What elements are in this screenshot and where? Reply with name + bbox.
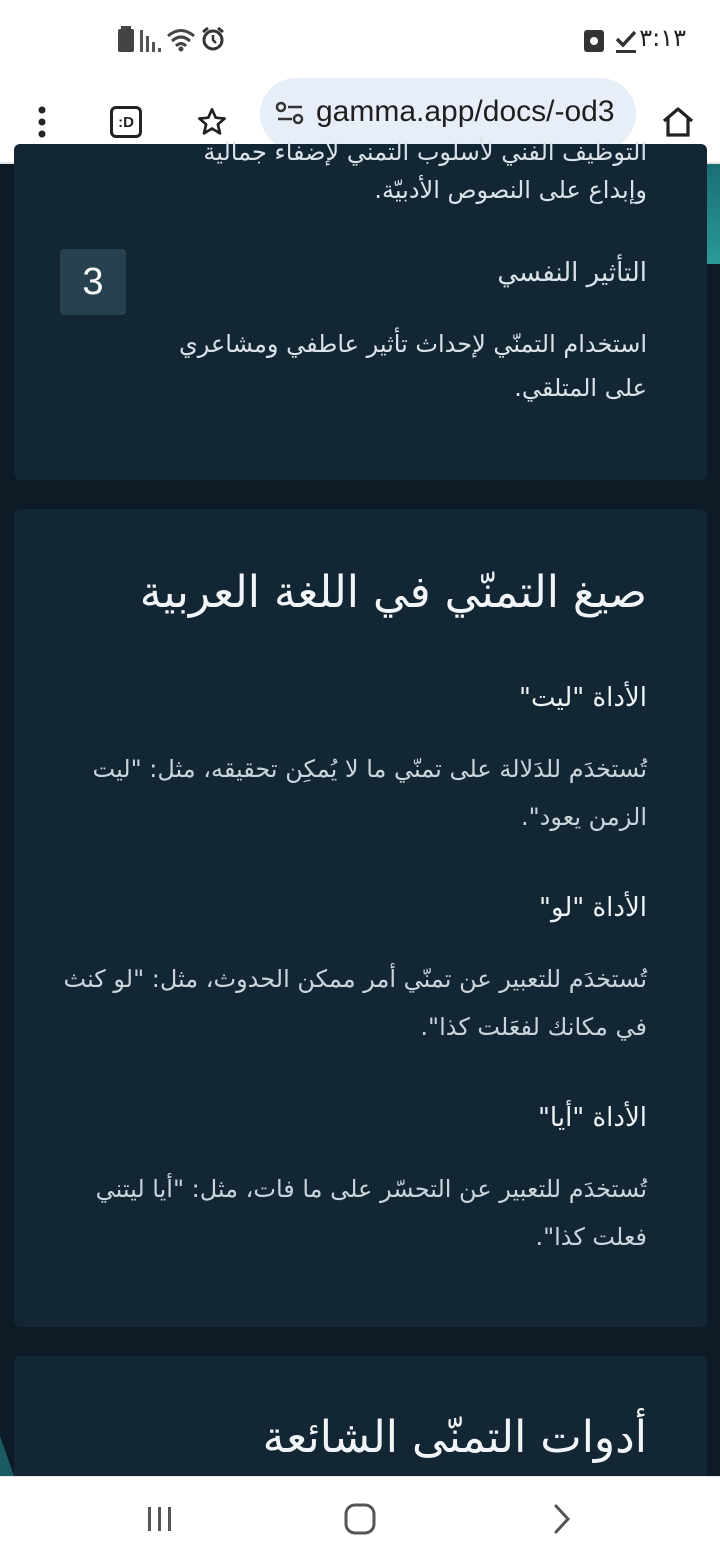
decorative-corner [0, 1436, 14, 1476]
screen-record-icon [584, 30, 604, 56]
item-desc-line: وإبداع على النصوص الأدبيّة. [374, 176, 647, 204]
form-body-layta: تُستخدَم للدَلالة على تمنّي ما لا يُمكِن تحقيقه، مثل: "ليت الزمن يعود". [92, 755, 647, 831]
decorative-edge [706, 164, 720, 264]
form-heading-law: الأداة "لو" [538, 893, 647, 923]
card-forms [14, 509, 707, 1327]
url-text[interactable]: gamma.app/docs/-od3 [316, 95, 615, 128]
tab-count-label: :D [118, 113, 134, 131]
form-heading-layta: الأداة "ليت" [519, 683, 647, 713]
item-number-badge: 3 [60, 249, 126, 315]
partial-line: التوظيف الفني لأسلوب التمني لإضفاء جمالية [203, 138, 647, 166]
system-nav-bar [0, 1476, 720, 1560]
home-button-icon[interactable] [338, 1497, 382, 1541]
back-icon[interactable] [540, 1497, 584, 1541]
form-body-law: تُستخدَم للتعبير عن تمنّي أمر ممكن الحدوث، مثل: "لو كنث في مكانك لفعَلت كذا". [63, 965, 647, 1041]
status-time: ٣:١٣ [639, 24, 686, 52]
battery-icon [118, 26, 134, 56]
form-heading-aya: الأداة "أيا" [537, 1103, 647, 1133]
section-title-tools: أدوات التمنّى الشائعة [262, 1412, 647, 1463]
form-body-aya: تُستخدَم للتعبير عن التحسّر على ما فات، مثل: "أيا ليتني فعلت كذا". [95, 1175, 647, 1251]
home-icon[interactable] [650, 94, 706, 150]
page-content [0, 138, 720, 1476]
status-bar [0, 0, 720, 80]
site-settings-icon[interactable] [276, 102, 304, 128]
wifi-icon [166, 28, 196, 56]
section-title: صيغ التمنّي في اللغة العربية [139, 567, 647, 618]
alarm-icon [200, 26, 226, 56]
card-effects [14, 138, 707, 480]
item-description: استخدام التمنّي لإحداث تأثير عاطفي ومشاعري على المتلقي. [178, 330, 647, 402]
check-icon [614, 28, 638, 58]
recent-apps-icon[interactable] [138, 1497, 182, 1541]
more-options-icon[interactable] [14, 94, 70, 150]
signal-icon [140, 30, 164, 56]
item-title: التأثير النفسي [497, 258, 647, 288]
